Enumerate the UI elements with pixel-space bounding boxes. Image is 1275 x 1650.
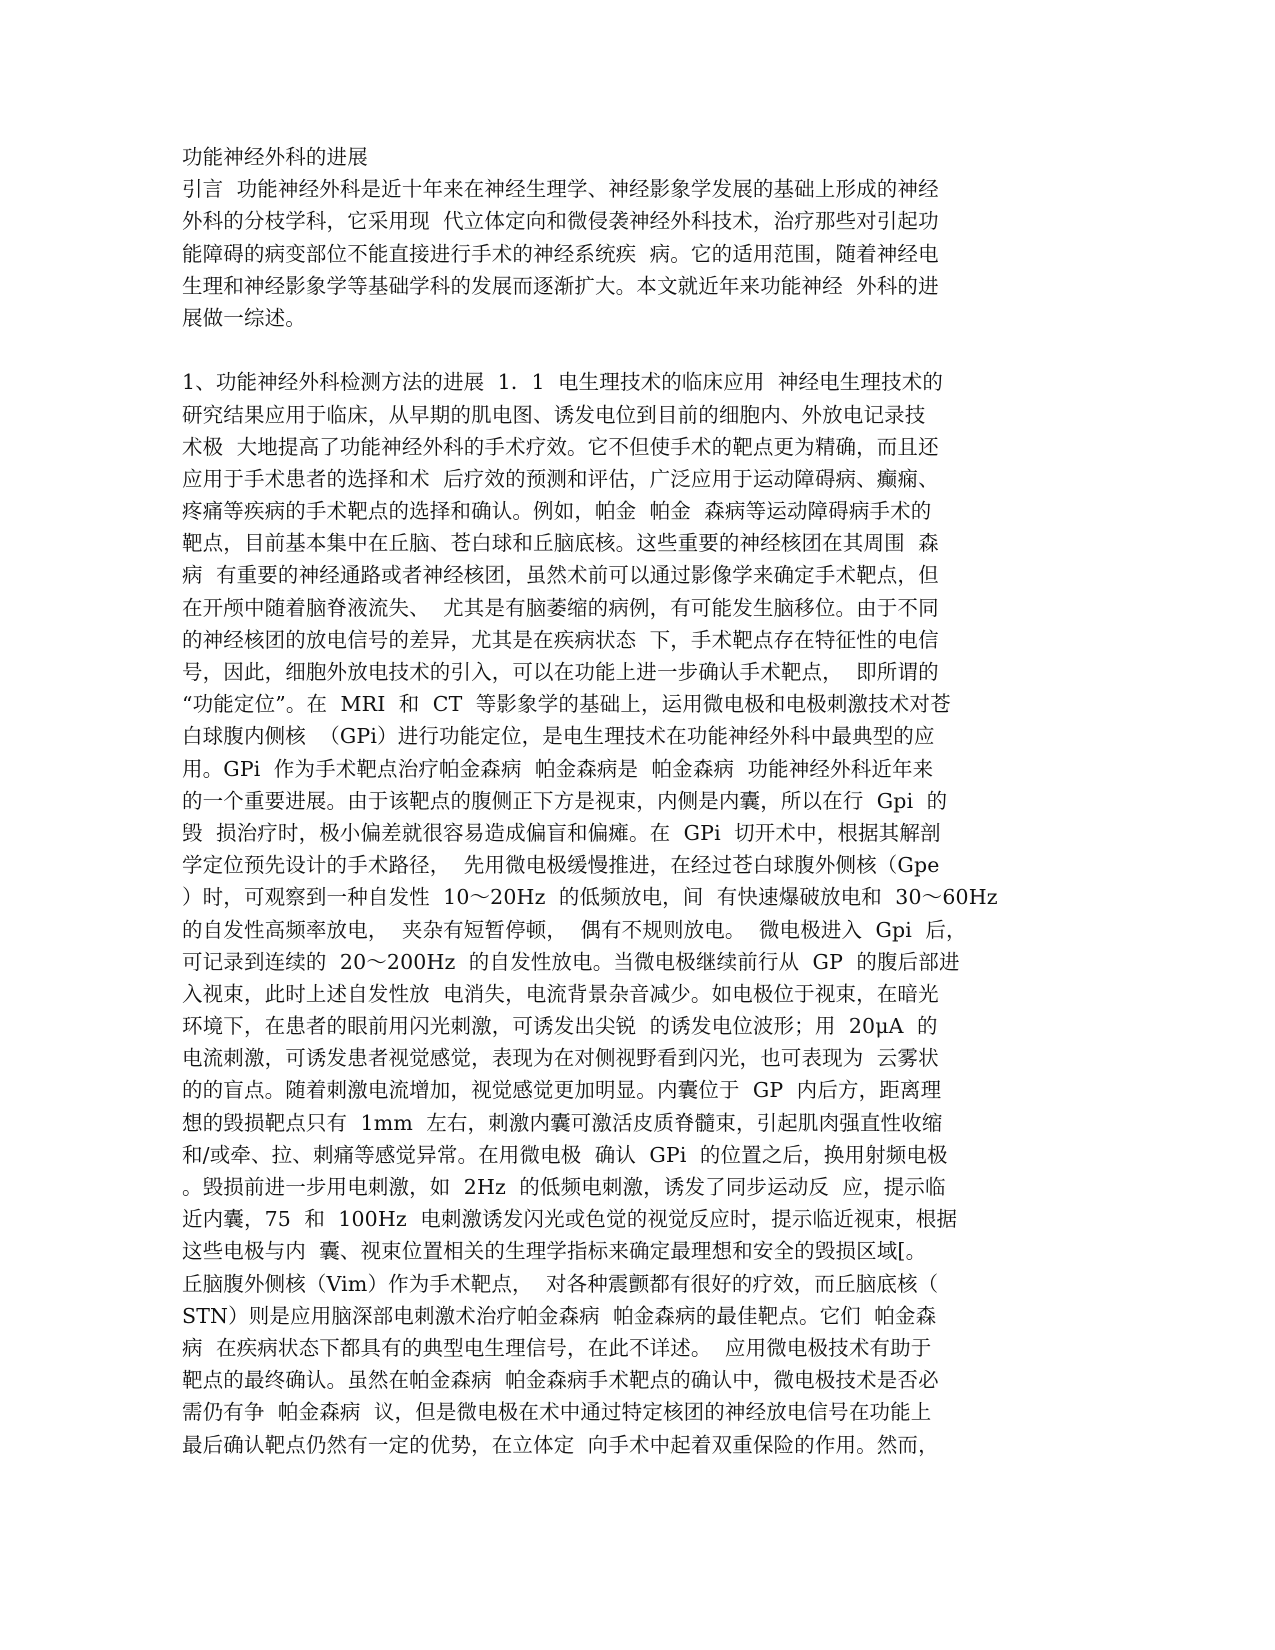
body-line: ）时，可观察到一种自发性 10～20Hz 的低频放电，间 有快速爆破放电和 30～60Hz [182, 885, 998, 910]
intro-line: 能障碍的病变部位不能直接进行手术的神经系统疾 病。它的适用范围，随着神经电 [182, 241, 939, 266]
body-line: 应用于手术患者的选择和术 后疗效的预测和评估，广泛应用于运动障碍病、癫痫、 [182, 466, 939, 491]
body-line: 近内囊，75 和 100Hz 电刺激诱发闪光或色觉的视觉反应时，提示临近视束，根据 [182, 1207, 958, 1232]
section-1-paragraph [182, 366, 1082, 1460]
body-line: 靶点的最终确认。虽然在帕金森病 帕金森病手术靶点的确认中，微电极技术是否必 [182, 1368, 939, 1393]
body-line: 入视束，此时上述自发性放 电消失，电流背景杂音减少。如电极位于视束，在暗光 [182, 981, 939, 1006]
body-line: STN）则是应用脑深部电刺激术治疗帕金森病 帕金森病的最佳靶点。它们 帕金森 [182, 1303, 937, 1328]
body-line: 的一个重要进展。由于该靶点的腹侧正下方是视束，内侧是内囊，所以在行 Gpi 的 [182, 788, 948, 813]
body-line: 靶点，目前基本集中在丘脑、苍白球和丘脑底核。这些重要的神经核团在其周围 森 [182, 531, 939, 556]
body-line: 。毁损前进一步用电刺激，如 2Hz 的低频电刺激，诱发了同步运动反 应，提示临 [182, 1175, 946, 1199]
body-line: 的神经核团的放电信号的差异，尤其是在疾病状态 下，手术靶点存在特征性的电信 [182, 627, 939, 652]
body-line: 的的盲点。随着刺激电流增加，视觉感觉更加明显。内囊位于 GP 内后方，距离理 [182, 1078, 942, 1103]
body-line: 研究结果应用于临床，从早期的肌电图、诱发电位到目前的细胞内、外放电记录技 [182, 402, 926, 427]
body-line: 病 有重要的神经通路或者神经核团，虽然术前可以通过影像学来确定手术靶点，但 [182, 563, 939, 588]
body-line: 可记录到连续的 20～200Hz 的自发性放电。当微电极继续前行从 GP 的腹后部进 [182, 949, 960, 974]
body-line: 和/或牵、拉、刺痛等感觉异常。在用微电极 确认 GPi 的位置之后，换用射频电极 [182, 1142, 948, 1167]
body-line: 想的毁损靶点只有 1mm 左右，刺激内囊可激活皮质脊髓束，引起肌肉强直性收缩 [182, 1110, 943, 1135]
body-line: 需仍有争 帕金森病 议，但是微电极在术中通过特定核团的神经放电信号在功能上 [182, 1400, 932, 1425]
intro-line: 展做一综述。 [182, 305, 306, 330]
body-line: 病 在疾病状态下都具有的典型电生理信号，在此不详述。 应用微电极技术有助于 [182, 1335, 932, 1360]
body-line: “功能定位”。在 MRI 和 CT 等影象学的基础上，运用微电极和电极刺激技术对苍 [182, 692, 951, 717]
body-line: 在开颅中随着脑脊液流失、 尤其是有脑萎缩的病例，有可能发生脑移位。由于不同 [182, 595, 939, 620]
document-page [182, 141, 1082, 1461]
body-line: 疼痛等疾病的手术靶点的选择和确认。例如，帕金 帕金 森病等运动障碍病手术的 [182, 499, 932, 524]
intro-line: 生理和神经影象学等基础学科的发展而逐渐扩大。本文就近年来功能神经 外科的进 [182, 273, 939, 298]
body-line: 最后确认靶点仍然有一定的优势，在立体定 向手术中起着双重保险的作用。然而， [182, 1432, 939, 1457]
body-line: 学定位预先设计的手术路径， 先用微电极缓慢推进，在经过苍白球腹外侧核（Gpe [182, 853, 940, 878]
intro-line: 引言 功能神经外科是近十年来在神经生理学、神经影象学发展的基础上形成的神经 [182, 177, 939, 202]
body-line: 1、功能神经外科检测方法的进展 1．1 电生理技术的临床应用 神经电生理技术的 [182, 370, 944, 395]
intro-paragraph [182, 173, 1082, 334]
body-line: 白球腹内侧核 （GPi）进行功能定位，是电生理技术在功能神经外科中最典型的应 [182, 724, 935, 749]
body-line: 术极 大地提高了功能神经外科的手术疗效。它不但使手术的靶点更为精确，而且还 [182, 434, 939, 459]
body-line: 毁 损治疗时，极小偏差就很容易造成偏盲和偏瘫。在 GPi 切开术中，根据其解剖 [182, 820, 941, 845]
body-line: 用。GPi 作为手术靶点治疗帕金森病 帕金森病是 帕金森病 功能神经外科近年来 [182, 756, 934, 781]
body-line: 的自发性高频率放电， 夹杂有短暂停顿， 偶有不规则放电。 微电极进入 Gpi 后， [182, 917, 967, 942]
intro-line: 外科的分枝学科，它采用现 代立体定向和微侵袭神经外科技术，治疗那些对引起功 [182, 209, 939, 234]
body-line: 号，因此，细胞外放电技术的引入，可以在功能上进一步确认手术靶点， 即所谓的 [182, 660, 939, 684]
body-line: 这些电极与内 囊、视束位置相关的生理学指标来确定最理想和安全的毁损区域[。 [182, 1239, 927, 1264]
paragraph-spacer [182, 334, 1082, 366]
body-line: 电流刺激，可诱发患者视觉感觉，表现为在对侧视野看到闪光，也可表现为 云雾状 [182, 1046, 939, 1071]
body-line: 丘脑腹外侧核（Vim）作为手术靶点， 对各种震颤都有很好的疗效，而丘脑底核（ [182, 1271, 939, 1296]
document-title: 功能神经外科的进展 [182, 145, 368, 169]
body-line: 环境下，在患者的眼前用闪光刺激，可诱发出尖锐 的诱发电位波形；用 20μA 的 [182, 1014, 938, 1039]
